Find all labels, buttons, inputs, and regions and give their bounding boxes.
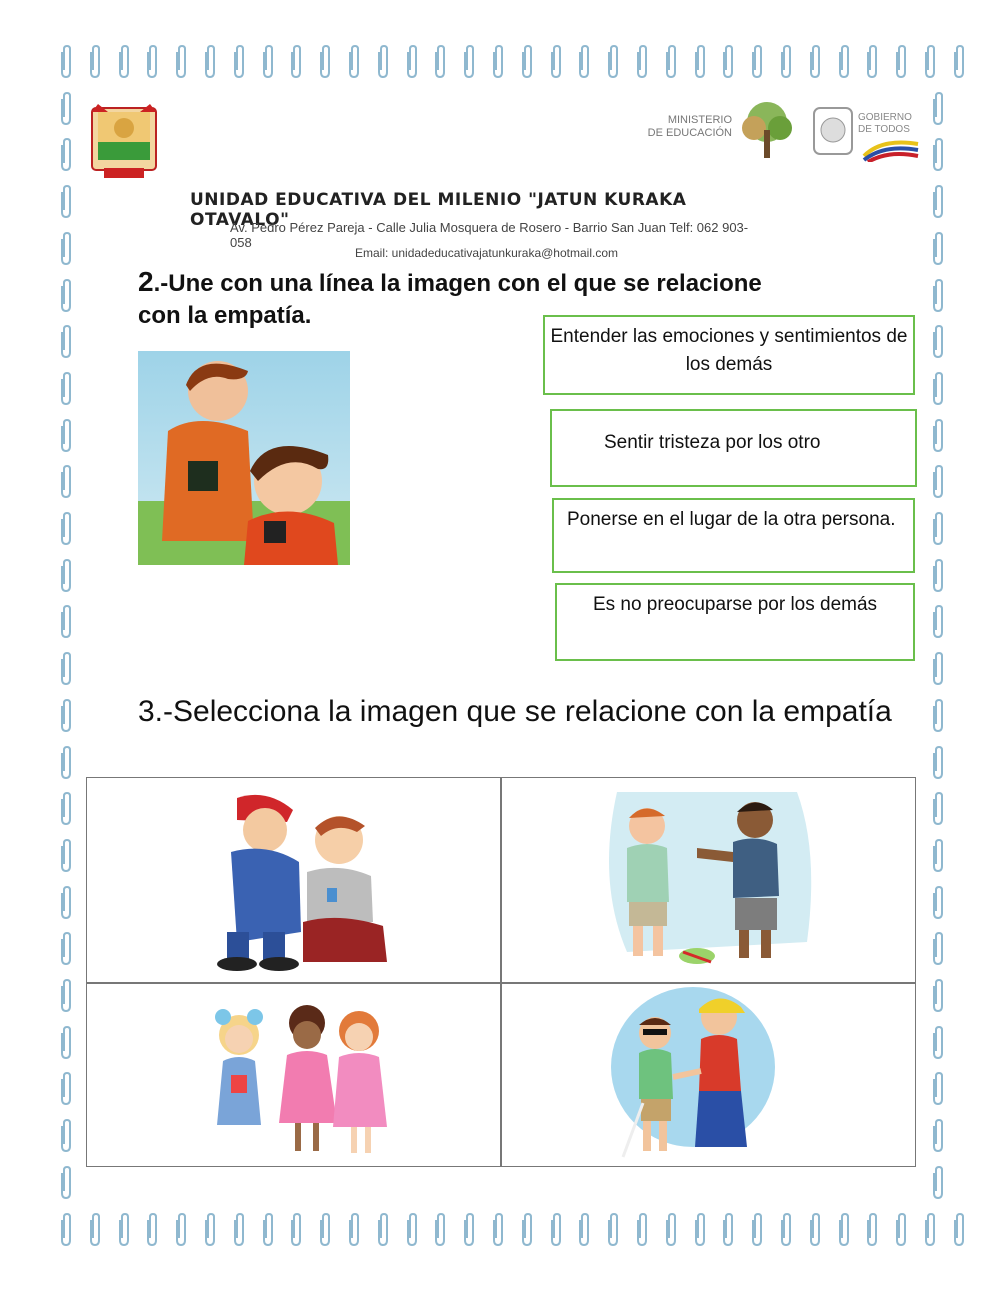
paperclip-icon — [778, 44, 792, 80]
paperclip-icon — [930, 324, 944, 360]
paperclip-icon — [144, 1212, 158, 1248]
paperclip-icon — [490, 44, 504, 80]
paperclip-icon — [288, 1212, 302, 1248]
paperclip-icon — [663, 44, 677, 80]
paperclip-icon — [930, 137, 944, 173]
paperclip-icon — [58, 1025, 72, 1061]
paperclip-icon — [663, 1212, 677, 1248]
pointing-boys-illustration — [597, 792, 819, 972]
paperclip-icon — [930, 885, 944, 921]
whispering-girls-illustration — [213, 995, 389, 1161]
paperclip-icon — [692, 1212, 706, 1248]
image-selection-grid — [86, 777, 916, 1167]
question-2-text: .-Une con una línea la imagen con el que se relacione con la empatía. — [138, 270, 762, 329]
paperclip-icon — [749, 44, 763, 80]
paperclip-icon — [58, 1212, 72, 1248]
paperclip-icon — [58, 604, 72, 640]
paperclip-icon — [404, 44, 418, 80]
paperclip-icon — [576, 44, 590, 80]
paperclip-icon — [58, 745, 72, 781]
paperclip-icon — [231, 1212, 245, 1248]
paperclip-icon — [144, 44, 158, 80]
paperclip-icon — [58, 184, 72, 220]
paperclip-icon — [58, 978, 72, 1014]
paperclip-icon — [58, 371, 72, 407]
paperclip-icon — [116, 1212, 130, 1248]
paperclip-icon — [951, 1212, 965, 1248]
paperclip-icon — [58, 1071, 72, 1107]
option-understand-emotions[interactable]: Entender las emociones y sentimientos de los demás — [543, 315, 915, 395]
paperclip-icon — [930, 604, 944, 640]
paperclip-icon — [58, 1118, 72, 1154]
school-address: Av. Pedro Pérez Pareja - Calle Julia Mosquera de Rosero - Barrio San Juan Telf: 062 903-058 — [230, 220, 749, 250]
paperclip-icon — [58, 791, 72, 827]
paperclip-icon — [58, 278, 72, 314]
paperclip-icon — [930, 231, 944, 267]
paperclip-icon — [930, 91, 944, 127]
image-option-pointing[interactable] — [501, 778, 915, 982]
paperclip-icon — [807, 1212, 821, 1248]
paperclip-icon — [778, 1212, 792, 1248]
paperclip-icon — [173, 1212, 187, 1248]
paperclip-icon — [173, 44, 187, 80]
paperclip-icon — [519, 1212, 533, 1248]
option-not-care[interactable]: Es no preocuparse por los demás — [555, 583, 915, 661]
paperclip-icon — [930, 1025, 944, 1061]
paperclip-icon — [930, 1118, 944, 1154]
paperclip-icon — [576, 1212, 590, 1248]
ministry-logos — [636, 100, 920, 170]
paperclip-icon — [260, 1212, 274, 1248]
paperclip-icon — [432, 44, 446, 80]
paperclip-icon — [58, 418, 72, 454]
paperclip-icon — [930, 184, 944, 220]
consoling-child-illustration — [207, 792, 393, 972]
paperclip-icon — [519, 44, 533, 80]
question-3-title: 3.-Selecciona la imagen que se relacione con la empatía — [138, 695, 892, 728]
paperclip-icon — [288, 44, 302, 80]
paperclip-icon — [548, 1212, 562, 1248]
paperclip-icon — [930, 791, 944, 827]
paperclip-icon — [807, 44, 821, 80]
paperclip-icon — [58, 137, 72, 173]
option-feel-sadness[interactable]: Sentir tristeza por los otro — [550, 409, 917, 487]
paperclip-icon — [930, 558, 944, 594]
paperclip-icon — [634, 44, 648, 80]
paperclip-icon — [930, 698, 944, 734]
paperclip-icon — [202, 44, 216, 80]
paperclip-icon — [375, 44, 389, 80]
paperclip-icon — [58, 838, 72, 874]
paperclip-icon — [432, 1212, 446, 1248]
paperclip-icon — [461, 1212, 475, 1248]
paperclip-icon — [404, 1212, 418, 1248]
paperclip-icon — [605, 44, 619, 80]
paperclip-icon — [930, 371, 944, 407]
paperclip-icon — [317, 1212, 331, 1248]
paperclip-icon — [836, 1212, 850, 1248]
paperclip-icon — [720, 1212, 734, 1248]
paperclip-icon — [930, 464, 944, 500]
paperclip-icon — [864, 1212, 878, 1248]
paperclip-icon — [930, 838, 944, 874]
paperclip-icon — [605, 1212, 619, 1248]
paperclip-icon — [346, 1212, 360, 1248]
paperclip-icon — [893, 44, 907, 80]
paperclip-icon — [749, 1212, 763, 1248]
paperclip-icon — [58, 44, 72, 80]
paperclip-icon — [930, 978, 944, 1014]
government-logo-line2: DE TODOS — [858, 124, 910, 135]
paperclip-icon — [116, 44, 130, 80]
paperclip-icon — [930, 418, 944, 454]
paperclip-icon — [58, 231, 72, 267]
paperclip-icon — [930, 745, 944, 781]
school-email: Email: unidadeducativajatunkuraka@hotmail.com — [355, 246, 618, 260]
ministry-logo-line2: DE EDUCACIÓN — [647, 127, 732, 139]
paperclip-icon — [548, 44, 562, 80]
paperclip-icon — [836, 44, 850, 80]
option-put-yourself-in-place[interactable]: Ponerse en el lugar de la otra persona. — [552, 498, 915, 573]
paperclip-icon — [930, 931, 944, 967]
paperclip-icon — [58, 651, 72, 687]
school-crest-logo — [88, 102, 160, 186]
government-logo-line1: GOBIERNO — [858, 112, 912, 123]
ministry-logo-line1: MINISTERIO — [667, 114, 732, 126]
paperclip-icon — [58, 698, 72, 734]
paperclip-icon — [692, 44, 706, 80]
paperclip-icon — [922, 44, 936, 80]
paperclip-icon — [864, 44, 878, 80]
paperclip-icon — [58, 1165, 72, 1201]
paperclip-icon — [87, 44, 101, 80]
paperclip-icon — [490, 1212, 504, 1248]
coat-of-arms-icon — [808, 104, 858, 160]
paperclip-icon — [930, 651, 944, 687]
image-option-whispering[interactable] — [87, 983, 500, 1166]
paperclip-icon — [58, 324, 72, 360]
paperclip-icon — [260, 44, 274, 80]
paperclip-icon — [231, 44, 245, 80]
paperclip-icon — [58, 558, 72, 594]
paperclip-icon — [346, 44, 360, 80]
paperclip-icon — [922, 1212, 936, 1248]
flag-swoosh-icon — [862, 138, 920, 162]
image-option-consoling[interactable] — [87, 778, 500, 982]
helping-blind-boy-illustration — [609, 987, 775, 1163]
paperclip-icon — [202, 1212, 216, 1248]
paperclip-icon — [58, 511, 72, 547]
paperclip-icon — [58, 464, 72, 500]
paperclip-icon — [634, 1212, 648, 1248]
tree-icon — [732, 100, 802, 164]
paperclip-icon — [58, 91, 72, 127]
paperclip-icon — [893, 1212, 907, 1248]
two-boys-empathy-illustration — [138, 351, 350, 565]
paperclip-icon — [930, 511, 944, 547]
paperclip-icon — [58, 885, 72, 921]
paperclip-icon — [87, 1212, 101, 1248]
paperclip-icon — [461, 44, 475, 80]
paperclip-icon — [317, 44, 331, 80]
paperclip-icon — [930, 1071, 944, 1107]
paperclip-icon — [930, 278, 944, 314]
image-option-helping-blind[interactable] — [501, 983, 915, 1166]
paperclip-icon — [951, 44, 965, 80]
school-name: UNIDAD EDUCATIVA DEL MILENIO "JATUN KURAKA OTAVALO" — [190, 190, 687, 230]
paperclip-icon — [930, 1165, 944, 1201]
paperclip-icon — [58, 931, 72, 967]
paperclip-icon — [720, 44, 734, 80]
question-2-number: 2 — [138, 266, 154, 297]
paperclip-icon — [375, 1212, 389, 1248]
